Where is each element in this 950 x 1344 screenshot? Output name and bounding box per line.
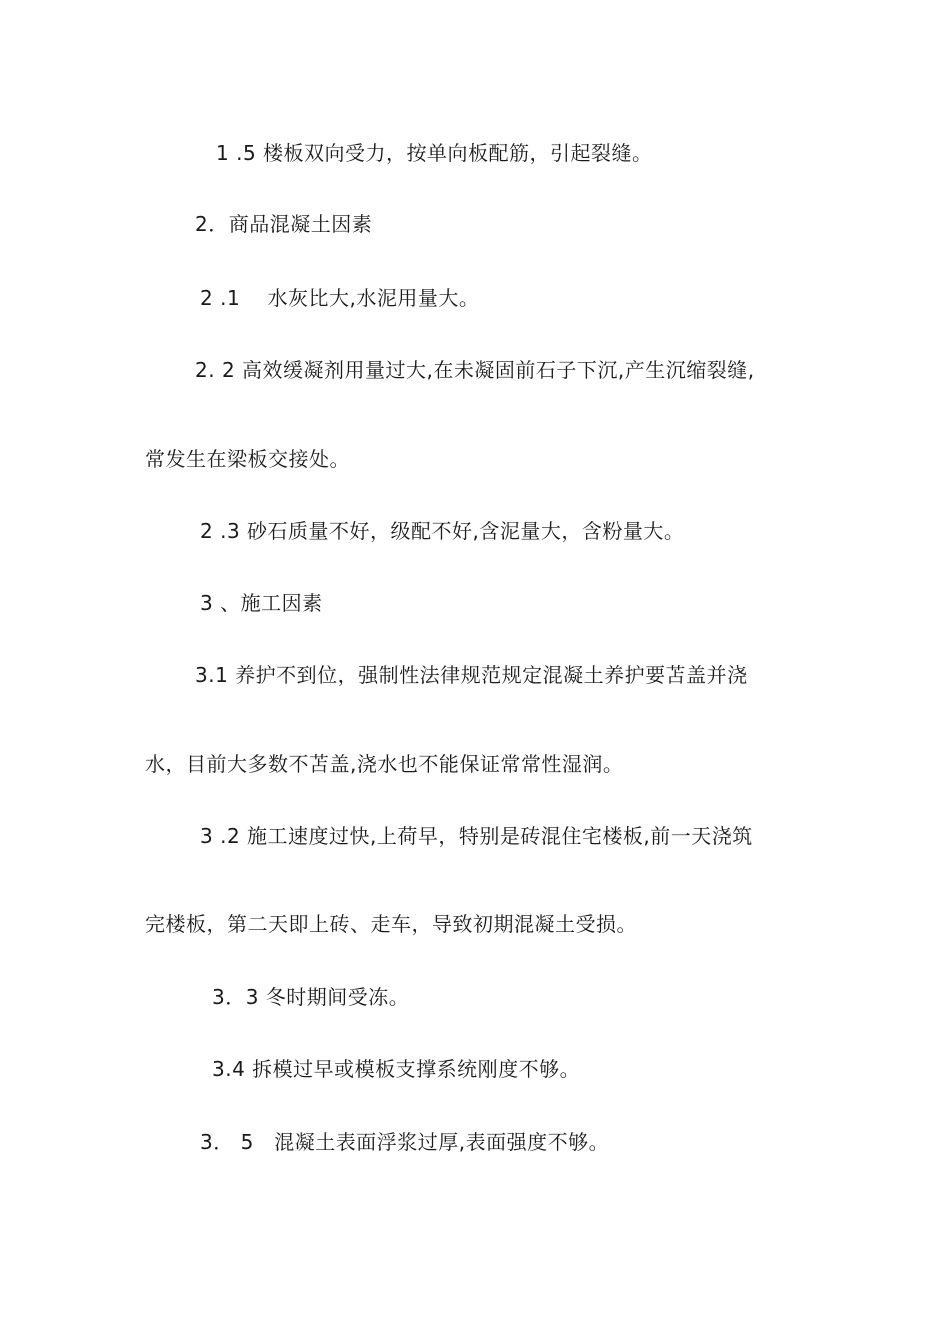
heading-3: 3 、施工因素 xyxy=(200,591,323,615)
paragraph-2-3: 2 .3 砂石质量不好，级配不好,含泥量大，含粉量大。 xyxy=(200,519,685,543)
paragraph-3-2-line-2: 完楼板，第二天即上砖、走车，导致初期混凝土受损。 xyxy=(145,912,637,936)
paragraph-2-2-line-1: 2. 2 高效缓凝剂用量过大,在未凝固前石子下沉,产生沉缩裂缝, xyxy=(195,358,755,382)
paragraph-3-5: 3． 5 混凝土表面浮浆过厚,表面强度不够。 xyxy=(200,1130,610,1154)
paragraph-3-1-line-2: 水，目前大多数不苫盖,浇水也不能保证常常性湿润。 xyxy=(145,752,624,776)
paragraph-1-5: 1 .5 楼板双向受力，按单向板配筋，引起裂缝。 xyxy=(216,141,653,165)
paragraph-2-2-line-2: 常发生在梁板交接处。 xyxy=(145,447,350,471)
paragraph-3-4: 3.4 拆模过早或模板支撑系统刚度不够。 xyxy=(212,1057,581,1081)
paragraph-3-3: 3．3 冬时期间受冻。 xyxy=(212,985,410,1009)
paragraph-3-2-line-1: 3 .2 施工速度过快,上荷早，特别是砖混住宅楼板,前一天浇筑 xyxy=(200,824,753,848)
heading-2: 2．商品混凝土因素 xyxy=(195,212,373,236)
paragraph-2-1: 2 .1 水灰比大,水泥用量大。 xyxy=(200,286,480,310)
paragraph-3-1-line-1: 3.1 养护不到位，强制性法律规范规定混凝土养护要苫盖并浇 xyxy=(195,663,748,687)
